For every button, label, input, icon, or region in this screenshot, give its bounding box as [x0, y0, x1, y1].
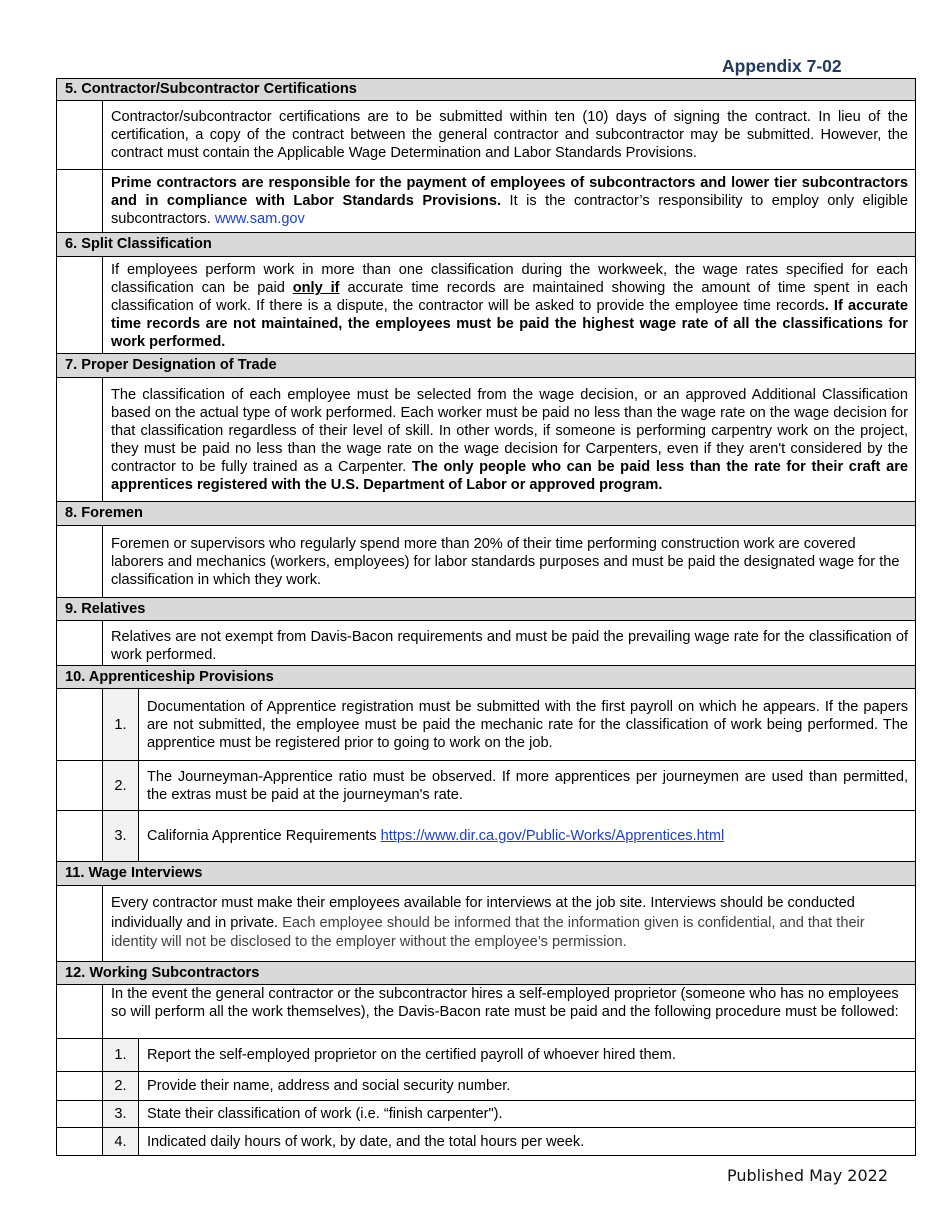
section-12-item-1 — [57, 1039, 915, 1072]
section-8-header: 8. Foremen — [57, 502, 915, 526]
item-text: State their classification of work (i.e. “finish carpenter"). — [147, 1106, 503, 1122]
item-number: 1. — [103, 689, 139, 760]
section-11-row — [57, 886, 915, 962]
section-5-paragraph-1: Contractor/subcontractor certifications are to be submitted within ten (10) days of signing the contract. In lieu of the certification, a copy of the contract between the general contractor and subcontractor may be submitted. However, the contract must contain the Applicable Wage Determination and Labor Standards Provisions. — [111, 109, 908, 161]
item-text: Indicated daily hours of work, by date, and the total hours per week. — [147, 1133, 585, 1150]
section-9-paragraph: Relatives are not exempt from Davis-Bacon requirements and must be paid the prevailing wage rate for the classification of work performed. — [111, 629, 908, 663]
section-10-header: 10. Apprenticeship Provisions — [57, 666, 915, 689]
section-5-row-2 — [57, 170, 915, 233]
section-5-header: 5. Contractor/Subcontractor Certifications — [57, 79, 915, 101]
section-8-paragraph: Foremen or supervisors who regularly spend more than 20% of their time performing construction work are covered laborers and mechanics (workers, employees) for labor standards purposes and must be paid the designated wage for the classification in which they work. — [111, 535, 900, 588]
section-12-item-2 — [57, 1072, 915, 1101]
section-6-row — [57, 257, 915, 354]
section-5-row-1 — [57, 101, 915, 170]
section-6-header: 6. Split Classification — [57, 233, 915, 257]
section-10-item-1 — [57, 689, 915, 761]
item-text: Documentation of Apprentice registration must be submitted with the first payroll on which he appears. If the papers are not submitted, the employee must be paid the mechanic rate for the classification of work being performed. The apprentice must be registered prior to going to work on the job. — [147, 698, 908, 751]
section-8-row — [57, 526, 915, 598]
item-text: California Apprentice Requirements https://www.dir.ca.gov/Public-Works/Apprentices.html — [147, 828, 725, 844]
apprentices-link[interactable]: https://www.dir.ca.gov/Public-Works/Apprentices.html — [380, 828, 725, 844]
section-7-row — [57, 378, 915, 502]
item-text: The Journeyman-Apprentice ratio must be observed. If more apprentices per journeymen are used than permitted, the extras must be paid at the journeyman's rate. — [147, 768, 908, 803]
section-12-header: 12. Working Subcontractors — [57, 962, 915, 985]
item-number: 3. — [103, 1101, 139, 1127]
section-7-header: 7. Proper Designation of Trade — [57, 354, 915, 378]
appendix-label: Appendix 7-02 — [722, 56, 842, 76]
section-12-intro-row — [57, 985, 915, 1039]
section-11-header: 11. Wage Interviews — [57, 862, 915, 886]
section-12-item-4 — [57, 1128, 915, 1155]
item-number: 1. — [103, 1039, 139, 1071]
item-text: Report the self-employed proprietor on the certified payroll of whoever hired them. — [147, 1047, 676, 1063]
section-10-item-3 — [57, 811, 915, 862]
section-9-row — [57, 621, 915, 666]
section-11-paragraph: Every contractor must make their employees available for interviews at the job site. Interviews should be conducted individually and in private. Each employee should be informed that the information given is confidential, and that their identity will not be disclosed to the employer without the employee’s permission. — [111, 895, 865, 951]
item-number: 2. — [103, 761, 139, 810]
sam-gov-link[interactable]: www.sam.gov — [214, 211, 305, 227]
section-6-paragraph: If employees perform work in more than one classification during the workweek, the wage rates specified for each classification can be paid only if accurate time records are maintained showing the amount of time spent in each classification of work. If there is a dispute, the contractor will be asked to provide the employee time records. If accurate time records are not maintained, the employees must be paid the highest wage rate of all the classifications for work performed. — [111, 262, 909, 350]
requirements-table — [56, 78, 916, 1156]
section-10-item-2 — [57, 761, 915, 811]
section-7-paragraph: The classification of each employee must be selected from the wage decision, or an approved Additional Classification based on the actual type of work performed. Each worker must be paid no less than the wage rate on the wage decision for that classification regardless of their level of skill. In other words, if someone is performing carpentry work on the project, they must be paid no less than the wage rate on the wage decision for Carpenters, even if they aren't considered by the contractor to be fully trained as a Carpenter. The only people who can be paid less than the rate for their craft are apprentices registered with the U.S. Department of Labor or approved program. — [111, 386, 908, 493]
section-5-paragraph-2: Prime contractors are responsible for the payment of employees of subcontractors and lower tier subcontractors and in compliance with Labor Standards Provisions. It is the contractor’s responsibility to employ only eligible subcontractors. www.sam.gov — [111, 175, 908, 227]
published-date: Published May 2022 — [727, 1166, 888, 1185]
item-text: Provide their name, address and social security number. — [147, 1078, 511, 1094]
item-number: 2. — [103, 1072, 139, 1100]
item-number: 4. — [103, 1128, 139, 1155]
item-number: 3. — [103, 811, 139, 861]
section-12-item-3 — [57, 1101, 915, 1128]
section-12-intro: In the event the general contractor or the subcontractor hires a self-employed proprietor (someone who has no employees so will perform all the work themselves), the Davis-Bacon rate must be paid and the following procedure must be followed: — [111, 986, 899, 1020]
section-9-header: 9. Relatives — [57, 598, 915, 621]
